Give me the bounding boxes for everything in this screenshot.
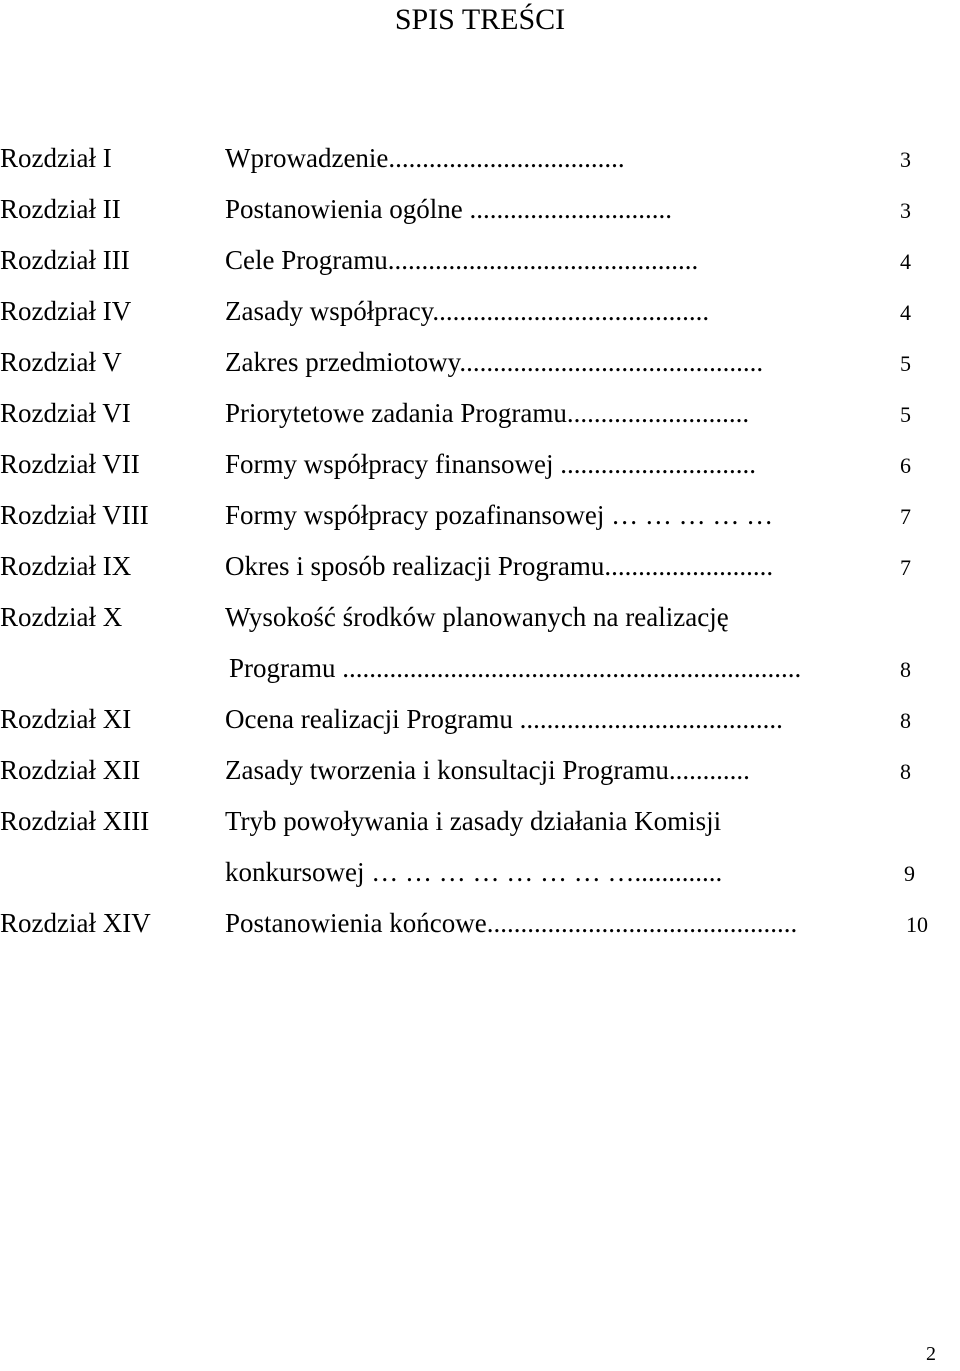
chapter-title: Ocena realizacji Programu ....................................... bbox=[225, 704, 783, 734]
toc-line-4 bbox=[0, 294, 960, 328]
chapter-label: Rozdział IX bbox=[0, 551, 132, 581]
toc-line-15 bbox=[0, 855, 960, 889]
chapter-title: Postanowienia ogólne .............................. bbox=[225, 194, 672, 224]
page-number-ref: 6 bbox=[900, 453, 911, 478]
toc-line-5 bbox=[0, 345, 960, 379]
chapter-title: Formy współpracy pozafinansowej … … … … … bbox=[225, 500, 774, 530]
chapter-title: Cele Programu.............................................. bbox=[225, 245, 699, 275]
chapter-label: Rozdział VI bbox=[0, 398, 131, 428]
toc-line-1 bbox=[0, 141, 960, 175]
chapter-title-continuation: konkursowej … … … … … … … …............. bbox=[225, 857, 723, 887]
chapter-title: Wysokość środków planowanych na realizację bbox=[225, 602, 729, 632]
page-number-ref: 7 bbox=[900, 504, 911, 529]
chapter-label: Rozdział II bbox=[0, 194, 121, 224]
chapter-title: Tryb powoływania i zasady działania Komisji bbox=[225, 806, 722, 836]
chapter-label: Rozdział XIII bbox=[0, 806, 150, 836]
toc-line-14 bbox=[0, 804, 960, 838]
chapter-title: Zasady współpracy......................................... bbox=[225, 296, 710, 326]
chapter-label: Rozdział IV bbox=[0, 296, 132, 326]
chapter-label: Rozdział VIII bbox=[0, 500, 149, 530]
chapter-label: Rozdział XI bbox=[0, 704, 132, 734]
toc-line-13 bbox=[0, 753, 960, 787]
page-number-ref: 4 bbox=[900, 249, 911, 274]
toc-line-16 bbox=[0, 906, 960, 940]
page-number-ref: 4 bbox=[900, 300, 911, 325]
document-title: SPIS TREŚCI bbox=[394, 3, 566, 36]
page-number-ref: 9 bbox=[904, 861, 915, 886]
toc-line-9 bbox=[0, 549, 960, 583]
chapter-label: Rozdział X bbox=[0, 602, 123, 632]
page-number-ref: 8 bbox=[900, 657, 911, 682]
toc-line-8 bbox=[0, 498, 960, 532]
page-number-ref: 5 bbox=[900, 351, 911, 376]
chapter-label: Rozdział XIV bbox=[0, 908, 151, 938]
toc-line-7 bbox=[0, 447, 960, 481]
chapter-label: Rozdział V bbox=[0, 347, 122, 377]
page-number-ref: 3 bbox=[900, 198, 911, 223]
chapter-title-continuation: Programu .................................................................... bbox=[229, 653, 802, 683]
page-number-ref: 3 bbox=[900, 147, 911, 172]
chapter-title: Zasady tworzenia i konsultacji Programu............ bbox=[225, 755, 750, 785]
page-number-ref: 8 bbox=[900, 759, 911, 784]
chapter-label: Rozdział VII bbox=[0, 449, 140, 479]
page-number-ref: 10 bbox=[906, 912, 928, 937]
page-number: 2 bbox=[926, 1343, 936, 1365]
toc-line-11 bbox=[0, 651, 960, 685]
chapter-title: Postanowienia końcowe.............................................. bbox=[225, 908, 798, 938]
chapter-label: Rozdział III bbox=[0, 245, 130, 275]
toc-line-3 bbox=[0, 243, 960, 277]
chapter-title: Priorytetowe zadania Programu........................... bbox=[225, 398, 750, 428]
toc-line-6 bbox=[0, 396, 960, 430]
page-number-ref: 7 bbox=[900, 555, 911, 580]
chapter-label: Rozdział XII bbox=[0, 755, 141, 785]
toc-line-2 bbox=[0, 192, 960, 226]
page-number-ref: 8 bbox=[900, 708, 911, 733]
chapter-title: Okres i sposób realizacji Programu......................... bbox=[225, 551, 774, 581]
chapter-label: Rozdział I bbox=[0, 143, 112, 173]
chapter-title: Zakres przedmiotowy............................................. bbox=[225, 347, 764, 377]
toc-line-12 bbox=[0, 702, 960, 736]
chapter-title: Formy współpracy finansowej ............................. bbox=[225, 449, 756, 479]
chapter-title: Wprowadzenie................................... bbox=[225, 143, 625, 173]
toc-line-10 bbox=[0, 600, 960, 634]
page-number-ref: 5 bbox=[900, 402, 911, 427]
